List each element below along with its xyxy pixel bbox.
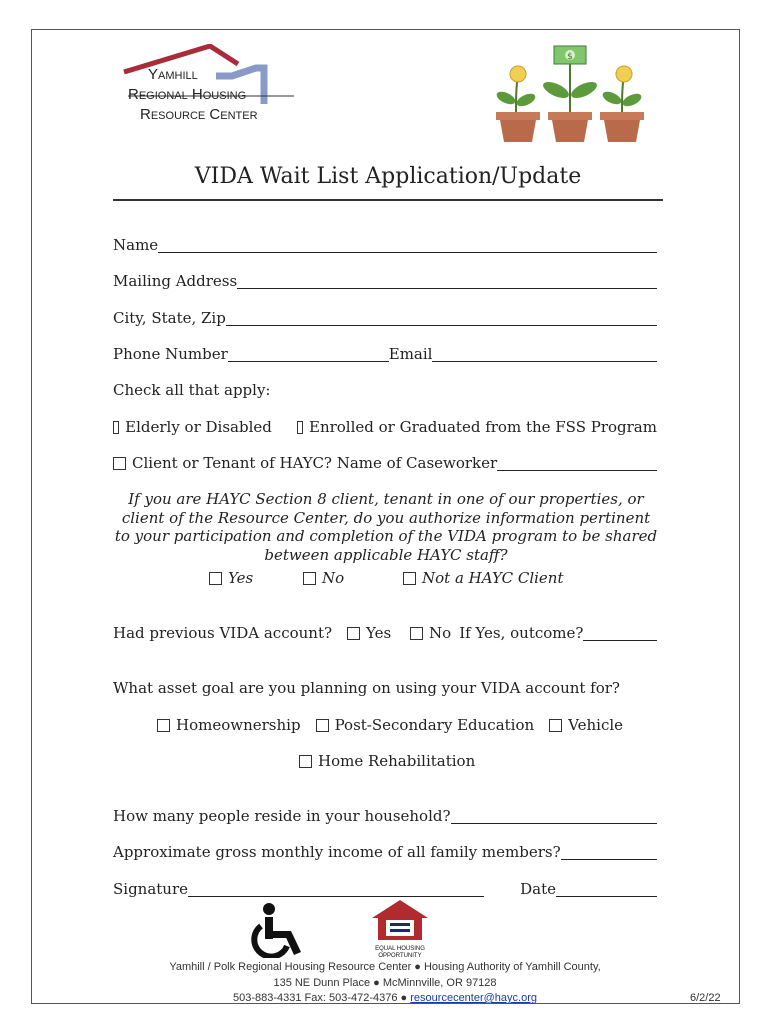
page-title: VIDA Wait List Application/Update [194, 164, 582, 189]
not-client-checkbox[interactable] [403, 572, 416, 585]
consent-no-checkbox[interactable] [303, 572, 316, 585]
asset-goal-options-row-1 [157, 716, 623, 734]
consent-yes-checkbox[interactable] [209, 572, 222, 585]
outcome-label: If Yes, outcome? [459, 624, 584, 642]
post-secondary-checkbox[interactable] [316, 719, 329, 732]
caseworker-field[interactable] [497, 456, 657, 471]
consent-options [209, 569, 564, 587]
logo-line-2: Regional Housing [128, 86, 247, 103]
previous-yes-label: Yes [366, 624, 392, 642]
date-field[interactable] [556, 882, 657, 897]
household-row [113, 807, 657, 825]
asset-goal-options-row-2 [299, 752, 475, 770]
equal-housing-house-icon [370, 898, 430, 942]
income-field[interactable] [561, 845, 657, 860]
wheelchair-accessible-icon [247, 902, 305, 958]
footer-line-3 [120, 992, 650, 1004]
footer-phone-fax: 503-883-4331 Fax: 503-472-4376 ● [232, 992, 408, 1004]
svg-text:$: $ [567, 52, 573, 62]
previous-no-checkbox[interactable] [410, 627, 423, 640]
asset-goal-question: What asset goal are you planning on using your VIDA account for? [113, 679, 620, 697]
consent-question: If you are HAYC Section 8 client, tenant in one of our properties, or client of the Resource Center, do you authorize information pertinent to your participation and completion of the VIDA program to be shared between applicable HAYC staff? [114, 490, 658, 564]
client-label: Client or Tenant of HAYC? Name of Caseworker [132, 454, 498, 472]
signature-label: Signature [113, 880, 189, 898]
money-plants-illustration [488, 42, 653, 144]
email-label: Email [388, 345, 433, 363]
yrhrc-logo [120, 44, 300, 130]
date-label: Date [520, 880, 556, 898]
previous-account-label: Had previous VIDA account? [113, 624, 333, 642]
footer-email-link[interactable]: resourcecenter@hayc.org [410, 992, 537, 1004]
city-state-zip-field[interactable] [226, 311, 657, 326]
income-row [113, 843, 657, 861]
elderly-label: Elderly or Disabled [125, 418, 272, 436]
post-secondary-label: Post-Secondary Education [334, 716, 535, 734]
household-field[interactable] [451, 809, 657, 824]
previous-yes-checkbox[interactable] [347, 627, 360, 640]
check-all-prompt: Check all that apply: [113, 381, 271, 399]
fss-checkbox[interactable] [297, 421, 303, 434]
footer-line-2: 135 NE Dunn Place ● McMinnville, OR 97128 [273, 977, 497, 989]
title-rule [113, 199, 663, 201]
elderly-checkbox[interactable] [113, 421, 119, 434]
name-label: Name [113, 236, 159, 254]
client-checkbox[interactable] [113, 457, 126, 470]
not-client-label: Not a HAYC Client [422, 569, 564, 587]
mailing-address-field[interactable] [237, 274, 657, 289]
outcome-field[interactable] [583, 626, 657, 641]
homeownership-label: Homeownership [176, 716, 301, 734]
name-field[interactable] [158, 238, 657, 253]
footer-date: 6/2/22 [690, 992, 721, 1004]
home-rehabilitation-label: Home Rehabilitation [318, 752, 476, 770]
previous-no-label: No [429, 624, 452, 642]
check-row-2 [113, 454, 657, 472]
phone-label: Phone Number [113, 345, 228, 363]
footer-line-1: Yamhill / Polk Regional Housing Resource Center ● Housing Authority of Yamhill County, [169, 961, 601, 973]
logo-line-3: Resource Center [140, 106, 258, 123]
consent-no-label: No [322, 569, 345, 587]
phone-email-row [113, 345, 657, 363]
phone-field[interactable] [228, 347, 389, 362]
eho-text-2: OPPORTUNITY [378, 953, 422, 959]
consent-yes-label: Yes [228, 569, 254, 587]
name-row [113, 236, 657, 254]
household-label: How many people reside in your household? [113, 807, 451, 825]
homeownership-checkbox[interactable] [157, 719, 170, 732]
equal-housing-logo [370, 898, 430, 960]
mailing-address-row [113, 272, 657, 290]
previous-account-row [113, 624, 657, 642]
vehicle-label: Vehicle [568, 716, 624, 734]
mailing-address-label: Mailing Address [113, 272, 238, 290]
city-state-zip-row [113, 309, 657, 327]
email-field[interactable] [432, 347, 657, 362]
income-label: Approximate gross monthly income of all family members? [113, 843, 561, 861]
signature-field[interactable] [188, 882, 484, 897]
city-state-zip-label: City, State, Zip [113, 309, 226, 327]
eho-text-1: EQUAL HOUSING [375, 946, 425, 952]
signature-row [113, 880, 657, 898]
check-row-1 [113, 418, 657, 436]
fss-label: Enrolled or Graduated from the FSS Program [309, 418, 657, 436]
vehicle-checkbox[interactable] [549, 719, 562, 732]
home-rehabilitation-checkbox[interactable] [299, 755, 312, 768]
logo-line-1: Yamhill [148, 66, 198, 83]
